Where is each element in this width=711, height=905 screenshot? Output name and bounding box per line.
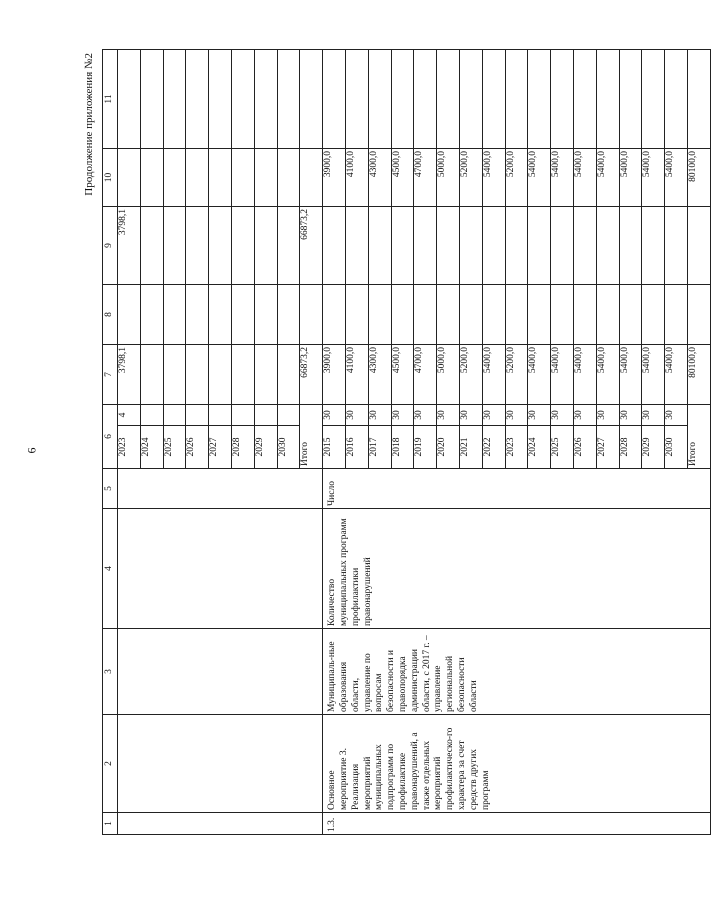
empty-cell	[118, 285, 141, 345]
empty-cell	[573, 50, 596, 149]
value-cell: 5400,0	[596, 149, 619, 207]
rotated-page	[80, 50, 698, 835]
year-cell: 2023	[118, 426, 141, 469]
empty-cell	[505, 285, 528, 345]
indicator-value: 30	[368, 405, 391, 426]
empty-cell	[231, 405, 254, 426]
value-cell: 5400,0	[596, 345, 619, 405]
year-cell: 2017	[368, 426, 391, 469]
empty-cell	[140, 207, 163, 285]
indicator-value: 30	[619, 405, 642, 426]
column-header: 3	[103, 629, 118, 715]
empty-cell	[642, 207, 665, 285]
empty-cell	[391, 285, 414, 345]
value-cell: 4100,0	[345, 149, 368, 207]
value-cell: 4300,0	[368, 149, 391, 207]
value-cell: 4500,0	[391, 345, 414, 405]
column-header: 1	[103, 813, 118, 835]
empty-cell	[277, 405, 300, 426]
empty-cell	[596, 50, 619, 149]
empty-cell	[231, 149, 254, 207]
empty-cell	[140, 50, 163, 149]
value-cell: 4500,0	[391, 149, 414, 207]
empty-cell	[186, 207, 209, 285]
empty-cell	[277, 207, 300, 285]
empty-cell	[573, 207, 596, 285]
empty-cell	[323, 285, 346, 345]
empty-cell	[254, 405, 277, 426]
value-cell: 5200,0	[459, 149, 482, 207]
empty-cell	[368, 207, 391, 285]
executor-cell: Муниципаль-ные образования области, управление по вопросам безопасности и правопорядка администрации области, с 2017 г. – управление региональной безопасности области	[323, 629, 711, 715]
empty-cell	[300, 50, 323, 149]
empty-cell	[687, 285, 710, 345]
empty-col1-cell	[118, 813, 323, 835]
empty-cell	[573, 285, 596, 345]
value-cell: 5200,0	[459, 345, 482, 405]
value-cell: 3798,1	[118, 207, 141, 285]
value-cell: 5400,0	[551, 149, 574, 207]
column-header: 7	[103, 345, 118, 405]
empty-cell	[254, 149, 277, 207]
indicator-value: 30	[505, 405, 528, 426]
empty-cell	[665, 285, 688, 345]
empty-col5-cell	[118, 469, 323, 509]
year-cell: 2024	[140, 426, 163, 469]
value-cell: 5400,0	[528, 345, 551, 405]
empty-cell	[596, 285, 619, 345]
column-header: 10	[103, 149, 118, 207]
value-cell: 5400,0	[665, 149, 688, 207]
value-cell: 4100,0	[345, 345, 368, 405]
empty-cell	[323, 207, 346, 285]
empty-cell	[163, 285, 186, 345]
empty-cell	[209, 285, 232, 345]
empty-cell	[277, 50, 300, 149]
year-cell: 2028	[231, 426, 254, 469]
empty-cell	[459, 207, 482, 285]
empty-cell	[414, 207, 437, 285]
empty-cell	[163, 207, 186, 285]
empty-cell	[209, 50, 232, 149]
empty-cell	[277, 345, 300, 405]
empty-cell	[140, 149, 163, 207]
empty-cell	[300, 285, 323, 345]
empty-cell	[528, 50, 551, 149]
value-cell: 5000,0	[437, 345, 460, 405]
value-cell: 4	[118, 405, 141, 426]
empty-cell	[140, 405, 163, 426]
empty-cell	[665, 207, 688, 285]
year-cell: 2020	[437, 426, 460, 469]
empty-cell	[482, 50, 505, 149]
value-cell: 5400,0	[642, 149, 665, 207]
empty-cell	[459, 50, 482, 149]
year-cell: 2029	[642, 426, 665, 469]
empty-cell	[665, 50, 688, 149]
indicator-value: 30	[437, 405, 460, 426]
empty-cell	[345, 50, 368, 149]
appendix-caption: Продолжение приложения №2	[83, 53, 95, 196]
empty-cell	[163, 50, 186, 149]
empty-cell	[186, 345, 209, 405]
year-cell: 2030	[277, 426, 300, 469]
empty-cell	[209, 405, 232, 426]
empty-cell	[437, 50, 460, 149]
upper-itogo-col7: 66873,2	[300, 345, 323, 405]
column-header: 2	[103, 715, 118, 813]
block-itogo-col10: 80100,0	[687, 149, 710, 207]
indicator-value: 30	[391, 405, 414, 426]
year-cell: 2028	[619, 426, 642, 469]
year-cell: 2029	[254, 426, 277, 469]
indicator-value: 30	[642, 405, 665, 426]
empty-cell	[186, 285, 209, 345]
table-row	[103, 50, 118, 835]
empty-cell	[231, 345, 254, 405]
value-cell: 4700,0	[414, 345, 437, 405]
empty-cell	[118, 50, 141, 149]
year-cell: 2021	[459, 426, 482, 469]
unit-cell: Число	[323, 469, 711, 509]
itogo-label: Итого	[300, 405, 323, 469]
empty-cell	[687, 207, 710, 285]
empty-cell	[118, 149, 141, 207]
itogo-label: Итого	[687, 405, 710, 469]
empty-col2-cell	[118, 715, 323, 813]
empty-cell	[254, 345, 277, 405]
empty-cell	[505, 50, 528, 149]
empty-cell	[163, 149, 186, 207]
value-cell: 5000,0	[437, 149, 460, 207]
column-header: 11	[103, 50, 118, 149]
indicator-value: 30	[323, 405, 346, 426]
activity-name: Основное мероприятие 3. Реализация мероприятий муниципальных подпрограмм по профилактике правонарушений, а также отдельных мероприятий профилактическо-го характера за счет средств других программ	[323, 715, 711, 813]
year-cell: 2024	[528, 426, 551, 469]
value-cell: 5200,0	[505, 345, 528, 405]
empty-cell	[437, 285, 460, 345]
empty-cell	[528, 207, 551, 285]
indicator-value: 30	[551, 405, 574, 426]
value-cell: 3900,0	[323, 149, 346, 207]
empty-cell	[163, 405, 186, 426]
table-row	[118, 50, 141, 835]
column-header: 5	[103, 469, 118, 509]
year-cell: 2019	[414, 426, 437, 469]
page-number: 6	[24, 447, 39, 454]
empty-cell	[619, 50, 642, 149]
column-header: 6	[103, 405, 118, 469]
empty-cell	[209, 345, 232, 405]
value-cell: 5200,0	[505, 149, 528, 207]
empty-cell	[140, 285, 163, 345]
empty-cell	[254, 50, 277, 149]
year-cell: 2030	[665, 426, 688, 469]
year-cell: 2018	[391, 426, 414, 469]
empty-cell	[345, 207, 368, 285]
year-cell: 2025	[163, 426, 186, 469]
empty-cell	[254, 207, 277, 285]
block-itogo-col7: 80100,0	[687, 345, 710, 405]
value-cell: 5400,0	[482, 345, 505, 405]
value-cell: 5400,0	[482, 149, 505, 207]
year-cell: 2022	[482, 426, 505, 469]
empty-cell	[368, 285, 391, 345]
empty-cell	[642, 50, 665, 149]
indicator-value: 30	[528, 405, 551, 426]
value-cell: 3798,1	[118, 345, 141, 405]
empty-cell	[368, 50, 391, 149]
indicator-cell: Количество муниципальных программ профилактики правонарушений	[323, 509, 711, 629]
empty-cell	[323, 50, 346, 149]
empty-cell	[163, 345, 186, 405]
year-cell: 2015	[323, 426, 346, 469]
table-row	[323, 50, 346, 835]
empty-cell	[345, 285, 368, 345]
empty-cell	[596, 207, 619, 285]
empty-cell	[391, 207, 414, 285]
empty-cell	[209, 207, 232, 285]
empty-col4-cell	[118, 509, 323, 629]
empty-cell	[209, 149, 232, 207]
empty-cell	[414, 285, 437, 345]
value-cell: 5400,0	[642, 345, 665, 405]
value-cell: 5400,0	[573, 149, 596, 207]
empty-cell	[619, 207, 642, 285]
empty-cell	[642, 285, 665, 345]
empty-cell	[231, 285, 254, 345]
indicator-value: 30	[596, 405, 619, 426]
indicator-value: 30	[573, 405, 596, 426]
empty-cell	[528, 285, 551, 345]
year-cell: 2026	[573, 426, 596, 469]
empty-cell	[619, 285, 642, 345]
value-cell: 3900,0	[323, 345, 346, 405]
empty-cell	[254, 285, 277, 345]
empty-cell	[186, 149, 209, 207]
column-header: 4	[103, 509, 118, 629]
empty-cell	[231, 207, 254, 285]
year-cell: 2026	[186, 426, 209, 469]
indicator-value: 30	[665, 405, 688, 426]
value-cell: 5400,0	[619, 345, 642, 405]
value-cell: 4300,0	[368, 345, 391, 405]
empty-cell	[186, 405, 209, 426]
value-cell: 5400,0	[573, 345, 596, 405]
year-cell: 2027	[596, 426, 619, 469]
empty-cell	[551, 207, 574, 285]
year-cell: 2025	[551, 426, 574, 469]
indicator-value: 30	[459, 405, 482, 426]
empty-cell	[277, 285, 300, 345]
year-cell: 2023	[505, 426, 528, 469]
empty-cell	[482, 285, 505, 345]
value-cell: 4700,0	[414, 149, 437, 207]
indicator-value: 30	[414, 405, 437, 426]
indicator-value: 30	[345, 405, 368, 426]
empty-cell	[687, 50, 710, 149]
upper-itogo-col9: 66873,2	[300, 207, 323, 285]
empty-cell	[277, 149, 300, 207]
value-cell: 5400,0	[619, 149, 642, 207]
column-header: 9	[103, 207, 118, 285]
indicator-value: 30	[482, 405, 505, 426]
program-table	[102, 49, 711, 835]
empty-cell	[300, 149, 323, 207]
empty-cell	[231, 50, 254, 149]
value-cell: 5400,0	[551, 345, 574, 405]
empty-cell	[551, 285, 574, 345]
empty-cell	[140, 345, 163, 405]
empty-cell	[459, 285, 482, 345]
empty-cell	[551, 50, 574, 149]
empty-cell	[505, 207, 528, 285]
value-cell: 5400,0	[528, 149, 551, 207]
year-cell: 2027	[209, 426, 232, 469]
empty-cell	[437, 207, 460, 285]
empty-cell	[482, 207, 505, 285]
empty-col3-cell	[118, 629, 323, 715]
year-cell: 2016	[345, 426, 368, 469]
empty-cell	[391, 50, 414, 149]
row-number: 1.3.	[323, 813, 711, 835]
value-cell: 5400,0	[665, 345, 688, 405]
empty-cell	[186, 50, 209, 149]
empty-cell	[414, 50, 437, 149]
column-header: 8	[103, 285, 118, 345]
